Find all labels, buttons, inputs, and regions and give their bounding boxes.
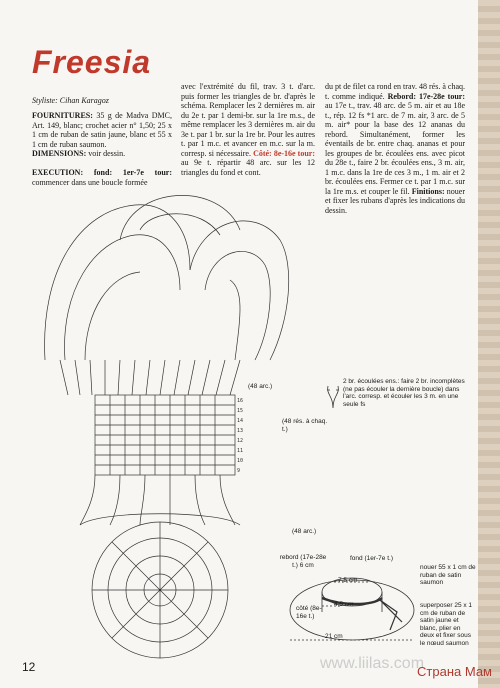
- corner-watermark: Страна Мам: [417, 664, 492, 679]
- rows-label: (48 rés. à chaq. t.): [282, 418, 328, 433]
- dim-4-5-label: 4,5 cm: [334, 601, 354, 608]
- fournitures-heading: FOURNITURES:: [32, 111, 93, 120]
- finitions-heading: Finitions:: [411, 186, 445, 196]
- row-label: 11: [237, 448, 244, 454]
- fond-label: fond (1er-7e t.): [350, 555, 393, 562]
- arc-label-top: (48 arc.): [248, 383, 273, 390]
- row-label: 12: [237, 438, 244, 444]
- text-column-1: [32, 111, 172, 187]
- page-number: 12: [22, 660, 36, 674]
- scallop-left: [45, 205, 190, 360]
- text-column-3: [325, 82, 465, 215]
- row-label: 9: [237, 468, 241, 474]
- rebord-heading: Rebord: 17e-28e tour:: [387, 91, 465, 101]
- col3-text-1: du pt de filet ca rond en trav. 48 rés. à chaq. t. comme indiqué.: [325, 82, 465, 101]
- dim-7-5-label: 7,5 cm: [338, 577, 358, 584]
- superposer-note: superposer 25 x 1 cm de ruban de satin jaune et blanc, plier en deux et fixer sous le nœud saumon: [420, 602, 473, 647]
- site-watermark: www.liilas.com: [320, 655, 425, 672]
- execution-heading: EXECUTION: fond: 1er-7e tour:: [32, 168, 172, 177]
- col2-text-2: au 9e t. répartir 48 arc. sur les 12 triangles du fond et cont.: [181, 158, 315, 177]
- crochet-chart: [40, 180, 310, 660]
- nouer-note: nouer 55 x 1 cm de ruban de satin saumon: [420, 564, 476, 586]
- row-label: 10: [237, 458, 244, 464]
- fournitures-text: 35 g de Madva DMC, Art. 149, blanc; crochet acier n° 1,50; 25 x 1 cm de ruban de satin jaune, blanc et 55 x 1 cm de ruban saumon.: [32, 111, 172, 149]
- col3-text-3: nouer et fixer les rubans d'après les indications du dessin.: [325, 186, 465, 215]
- row-label: 15: [237, 408, 244, 414]
- dim-21-label: 21 cm: [325, 633, 343, 640]
- stylist-credit: Styliste: Cihan Karagoz: [32, 96, 109, 105]
- row-label: 16: [237, 398, 244, 404]
- rebord-label: rebord (17e-28e t.) 6 cm: [279, 554, 327, 569]
- col2-text-1: avec l'extrémité du fil, trav. 3 t. d'arc. puis former les triangles de br. d'après le schéma. Remplacer les 2 dernières m. air du 2e t. par 1 demi-br. sur la 1re m.s., de même remplacer les 3 dernières m. air du 3e t. par 1 br. sur la 1re br. Pour les autres t. par 1 m.c. et avancer en m.c. sur la m. corresp. si nécessaire.: [181, 82, 315, 158]
- legend-text: 2 br. écoulées ens.: faire 2 br. incomplètes (ne pas écouler la dernière boucle) dans l'arc. corresp. et écouler les 3 m. en une seule fs: [343, 378, 465, 408]
- row-label: 13: [237, 428, 244, 434]
- scallop-center: [120, 195, 240, 240]
- scallop-right: [190, 221, 289, 360]
- dimensions-heading: DIMENSIONS:: [32, 149, 87, 158]
- dimensions-text: voir dessin.: [86, 149, 126, 158]
- cote-heading: Côté: 8e-16e tour:: [253, 148, 316, 158]
- pattern-title: Freesia: [32, 44, 152, 80]
- cote-label: côté (8e-16e t.): [296, 605, 322, 620]
- symbol-legend-icon: [325, 384, 341, 410]
- row-label: 14: [237, 418, 244, 424]
- execution-text: commencer dans une boucle formée: [32, 177, 148, 187]
- arc-label-bottom: (48 arc.): [292, 528, 317, 535]
- col3-text-2: au 17e t., trav. 48 arc. de 5 m. air et au 18e t., rép. 12 fs *1 arc. de 7 m. air, 3 arc. de 5 m. air* pour la base des 12 ananas du rebord. Simultanément, former les éventails de br. entre chaq. ananas et pour les groupes de br. écoulées ens. avec picot du 28e t., faire 2 br. écoulées ens., 3 m. air, 1 m.c. dans la 1re de ces 3 m., 1 m. air et 2 br. écoulées ens. Fermer ce t. par 1 m.c. sur la 1re m.s. et couper le fil.: [325, 101, 465, 196]
- text-column-2: [181, 82, 315, 177]
